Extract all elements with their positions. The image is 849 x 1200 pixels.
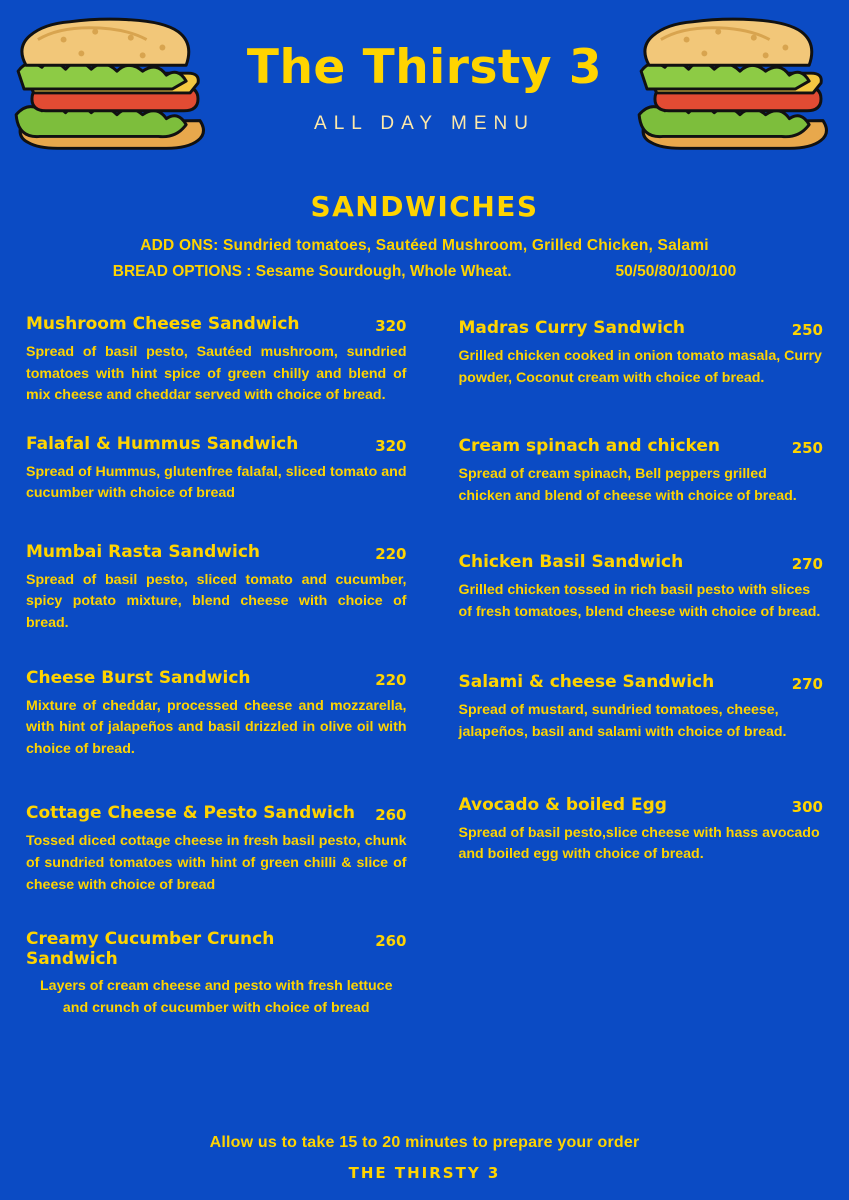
bread-options-line <box>0 263 849 281</box>
menu-item-name: Chicken Basil Sandwich <box>458 552 684 573</box>
addons-line: ADD ONS: Sundried tomatoes, Sautéed Mushroom, Grilled Chicken, Salami <box>140 237 709 254</box>
menu-item-price: 260 <box>375 806 407 825</box>
menu-item-head <box>459 319 824 339</box>
menu-item-head <box>26 669 407 689</box>
menu-item-head <box>26 435 407 455</box>
menu-item <box>26 543 407 635</box>
menu-item-name: Salami & cheese Sandwich <box>458 672 715 693</box>
menu-item-price: 320 <box>375 317 407 335</box>
menu-item-head <box>26 315 407 335</box>
menu-item-description: Spread of cream spinach, Bell peppers grilled chicken and blend of cheese with choice of bread. <box>458 466 797 504</box>
menu-columns <box>0 315 849 1041</box>
menu-item-head <box>26 930 407 969</box>
menu-item-name: Avocado & boiled Egg <box>458 794 667 815</box>
menu-item-name: Cheese Burst Sandwich <box>26 667 251 688</box>
menu-item-name: Mushroom Cheese Sandwich <box>26 314 300 334</box>
menu-item <box>26 930 407 1019</box>
menu-item <box>459 673 824 743</box>
preparation-note: Allow us to take 15 to 20 minutes to prepare your order <box>209 1134 640 1151</box>
menu-item <box>459 796 824 866</box>
menu-item-name: Mumbai Rasta Sandwich <box>26 541 261 562</box>
menu-item-price: 270 <box>791 555 823 574</box>
menu-item-description: Grilled chicken tossed in rich basil pesto with slices of fresh tomatoes, blend cheese with choice of bread. <box>458 582 821 620</box>
menu-column-right <box>425 315 824 1041</box>
menu-item-price: 220 <box>375 544 407 563</box>
menu-item-name: Creamy Cucumber Crunch Sandwich <box>26 929 275 969</box>
menu-item-price: 220 <box>375 670 407 689</box>
menu-item-head <box>459 437 824 457</box>
menu-item-description: Spread of mustard, sundried tomatoes, cheese, jalapeños, basil and salami with choice of bread. <box>458 702 787 741</box>
menu-item <box>26 669 407 761</box>
menu-item-name: Falafal & Hummus Sandwich <box>26 433 299 454</box>
menu-item-price: 250 <box>791 321 823 339</box>
menu-item-description: Layers of cream cheese and pesto with fresh lettuce and crunch of cucumber with choice of bread <box>40 978 393 1016</box>
menu-item <box>459 553 824 623</box>
menu-item-description: Tossed diced cottage cheese in fresh basil pesto, chunk of sundried tomatoes with hint of green chilli & slice of cheese with choice of bread <box>26 833 407 893</box>
menu-item <box>459 319 824 389</box>
menu-item-name: Madras Curry Sandwich <box>458 318 685 338</box>
menu-item-head <box>459 673 824 693</box>
menu-item-price: 260 <box>375 932 407 951</box>
menu-footer <box>0 1134 849 1182</box>
menu-item-head <box>459 796 824 816</box>
menu-item-description: Grilled chicken cooked in onion tomato masala, Curry powder, Coconut cream with choice of bread. <box>458 348 822 386</box>
menu-item-price: 320 <box>375 436 407 455</box>
menu-item-description: Spread of basil pesto, sliced tomato and cucumber, spicy potato mixture, blend cheese with choice of bread. <box>26 571 407 632</box>
menu-item-description: Spread of basil pesto,slice cheese with hass avocado and boiled egg with choice of bread. <box>458 824 820 863</box>
menu-item-head <box>26 804 407 824</box>
footer-brand: THE THIRSTY 3 <box>348 1164 501 1182</box>
sandwich-illustration-right <box>627 4 845 174</box>
menu-item-price: 270 <box>791 675 823 694</box>
menu-header <box>0 0 849 178</box>
menu-item-head <box>459 553 824 573</box>
menu-column-left <box>26 315 425 1041</box>
menu-item-price: 250 <box>791 439 823 458</box>
bread-options-price: 50/50/80/100/100 <box>615 263 737 280</box>
section-title: SANDWICHES <box>310 190 539 223</box>
menu-item-price: 300 <box>791 797 823 816</box>
menu-item <box>26 315 407 407</box>
brand-subtitle: ALL DAY MENU <box>314 112 535 134</box>
menu-item-description: Spread of basil pesto, Sautéed mushroom, sundried tomatoes with hint spice of green chilly and blend of mix cheese and cheddar served with choice of bread. <box>26 344 407 404</box>
bread-options-label: BREAD OPTIONS : Sesame Sourdough, Whole Wheat. <box>112 263 512 280</box>
sandwich-illustration-left <box>4 4 222 174</box>
menu-item <box>26 804 407 896</box>
menu-item-head <box>26 543 407 563</box>
menu-item-description: Spread of Hummus, glutenfree falafal, sliced tomato and cucumber with choice of bread <box>26 463 407 502</box>
menu-item <box>26 435 407 505</box>
menu-item-description: Mixture of cheddar, processed cheese and mozzarella, with hint of jalapeños and basil drizzled in olive oil with choice of bread. <box>26 697 407 757</box>
brand-title: The Thirsty 3 <box>246 39 603 95</box>
menu-item-name: Cream spinach and chicken <box>458 436 721 457</box>
menu-item-name: Cottage Cheese & Pesto Sandwich <box>26 803 355 824</box>
menu-item <box>459 437 824 507</box>
